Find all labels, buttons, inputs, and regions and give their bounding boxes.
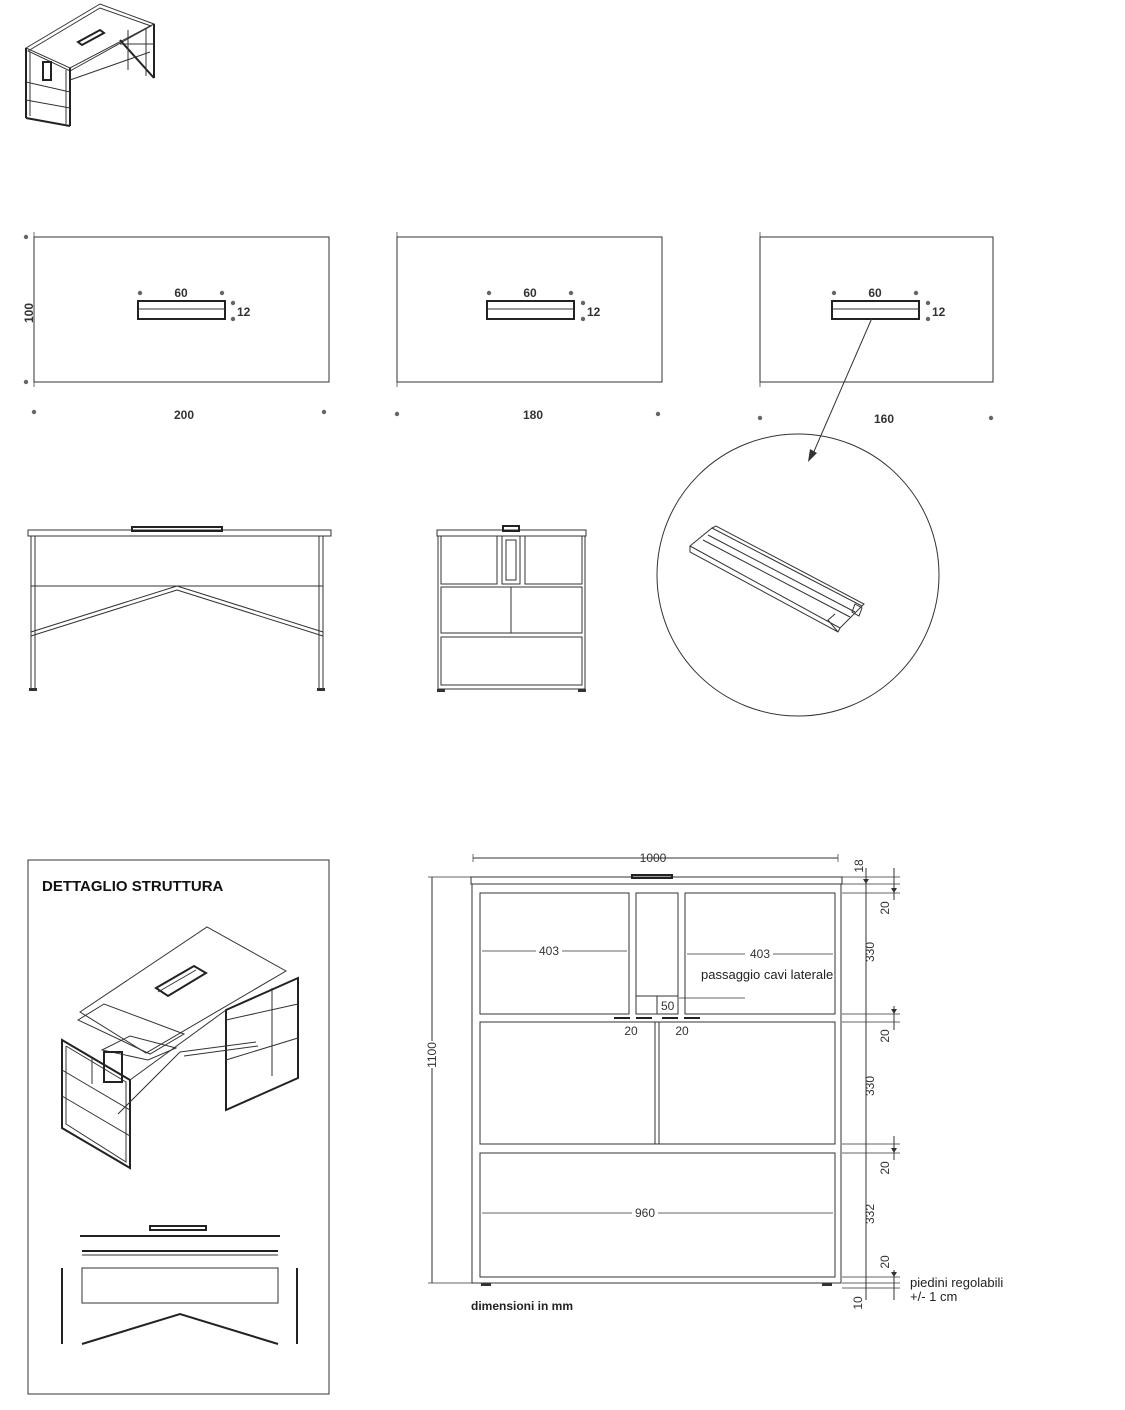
dim-left-compartment: 403 [538,944,560,958]
plan-160-width: 160 [873,412,895,426]
plan-depth: 100 [22,302,36,324]
dim-right-1: 20 [878,901,892,915]
feet-note-line2: +/- 1 cm [910,1289,958,1304]
plan-180-slot-width: 60 [523,286,537,300]
dim-right-compartment: 403 [749,947,771,961]
plan-160-slot-width: 60 [868,286,882,300]
plan-200-slot-width: 60 [174,286,188,300]
dim-total-height: 1100 [425,1042,439,1068]
feet-note-line1: piedini regolabili [910,1275,1004,1290]
plan-view-160 [758,232,993,462]
plan-200-width: 200 [173,408,195,422]
main-section-drawing [428,854,900,1300]
dim-gap-left: 20 [624,1024,638,1038]
dim-right-8: 10 [851,1296,865,1310]
front-elevation [28,527,331,691]
dim-gap-right: 20 [675,1024,689,1038]
dim-right-4: 330 [863,1075,877,1097]
plan-view-200 [24,232,329,414]
dim-top-thickness: 18 [852,859,866,873]
exploded-structure [62,927,298,1344]
detail-panel-title: DETTAGLIO STRUTTURA [42,878,224,895]
dim-right-5: 20 [878,1161,892,1175]
isometric-desk-thumbnail [26,4,154,126]
units-note: dimensioni in mm [471,1299,574,1313]
plan-160-slot-depth: 12 [932,305,946,319]
plan-view-180 [395,232,662,416]
plan-180-slot-depth: 12 [587,305,601,319]
dim-right-2: 330 [863,941,877,963]
dim-cable-pass: 50 [661,999,675,1013]
cable-pass-note: passaggio cavi laterale [701,967,834,982]
dim-right-6: 332 [863,1203,877,1225]
side-elevation [437,526,586,692]
cable-tray-detail [657,434,939,716]
dim-total-width: 1000 [639,851,667,865]
plan-180-width: 180 [522,408,544,422]
dim-bottom-width: 960 [634,1206,656,1220]
plan-200-slot-depth: 12 [237,305,251,319]
dim-right-7: 20 [878,1255,892,1269]
dim-right-3: 20 [878,1029,892,1043]
